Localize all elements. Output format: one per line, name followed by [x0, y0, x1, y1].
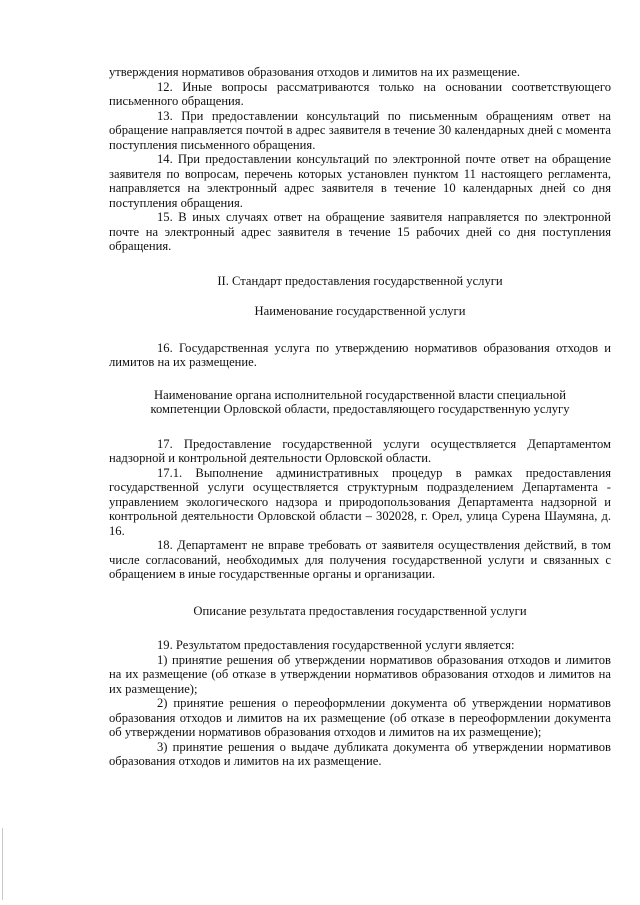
heading-result: Описание результата предоставления государственной услуги — [193, 603, 527, 618]
section-title: II. Стандарт предоставления государственной услуги — [217, 273, 503, 288]
paragraph-13: 13. При предоставлении консультаций по письменным обращениям ответ на обращение направляется почтой в адрес заявителя в течение 30 календарных дней с момента поступления письменного обращения. — [109, 108, 611, 152]
scan-edge-mark — [2, 828, 3, 900]
paragraph-14: 14. При предоставлении консультаций по электронной почте ответ на обращение заявителя по вопросам, перечень которых установлен пунктом 11 настоящего регламента, направляется на электронный адрес заявителя в течение 10 календарных дней со дня поступления обращения. — [109, 152, 611, 210]
paragraph-11-tail: утверждения нормативов образования отходов и лимитов на их размещение. — [109, 65, 520, 79]
paragraph-19-item-1: 1) принятие решения об утверждении нормативов образования отходов и лимитов на их размещение (об отказе в утверждении нормативов образования отходов и лимитов на их размещение); — [109, 652, 611, 696]
paragraph-17: 17. Предоставление государственной услуги осуществляется Департаментом надзорной и контрольной деятельности Орловской области. — [109, 436, 611, 465]
paragraph-19-item-2: 2) принятие решения о переоформлении документа об утверждении нормативов образования отходов и лимитов на их размещение (об отказе в переоформлении документа об утверждении нормативов образования отходов и лимитов на их размещение); — [109, 696, 611, 739]
heading-service-name: Наименование государственной услуги — [254, 304, 466, 318]
paragraph-19-item-3: 3) принятие решения о выдаче дубликата документа об утверждении нормативов образования отходов и лимитов на их размещение. — [109, 739, 611, 768]
paragraph-12: 12. Иные вопросы рассматриваются только на основании соответствующего письменного обращения. — [109, 79, 611, 108]
paragraph-19: 19. Результатом предоставления государственной услуги является: — [157, 638, 515, 652]
paragraph-18: 18. Департамент не вправе требовать от заявителя осуществления действий, в том числе согласований, необходимых для получения государственной услуги и связанных с обращением в иные государственные органы и организации. — [109, 538, 611, 581]
heading-authority: Наименование органа исполнительной государственной власти специальной компетенции Орловской области, предоставляющего государственную услугу — [150, 387, 570, 416]
paragraph-16: 16. Государственная услуга по утверждению нормативов образования отходов и лимитов на их размещение. — [109, 340, 611, 369]
document-body — [109, 65, 611, 769]
paragraph-15: 15. В иных случаях ответ на обращение заявителя направляется по электронной почте на электронный адрес заявителя в течение 15 рабочих дней со дня поступления обращения. — [109, 210, 611, 253]
paragraph-17-1: 17.1. Выполнение административных процедур в рамках предоставления государственной услуги осуществляется структурным подразделением Департамента - управлением экологического надзора и природопользования Департамента надзорной и контрольной деятельности Орловской области – 302028, г. Орел, улица Сурена Шаумяна, д. 16. — [109, 465, 611, 538]
